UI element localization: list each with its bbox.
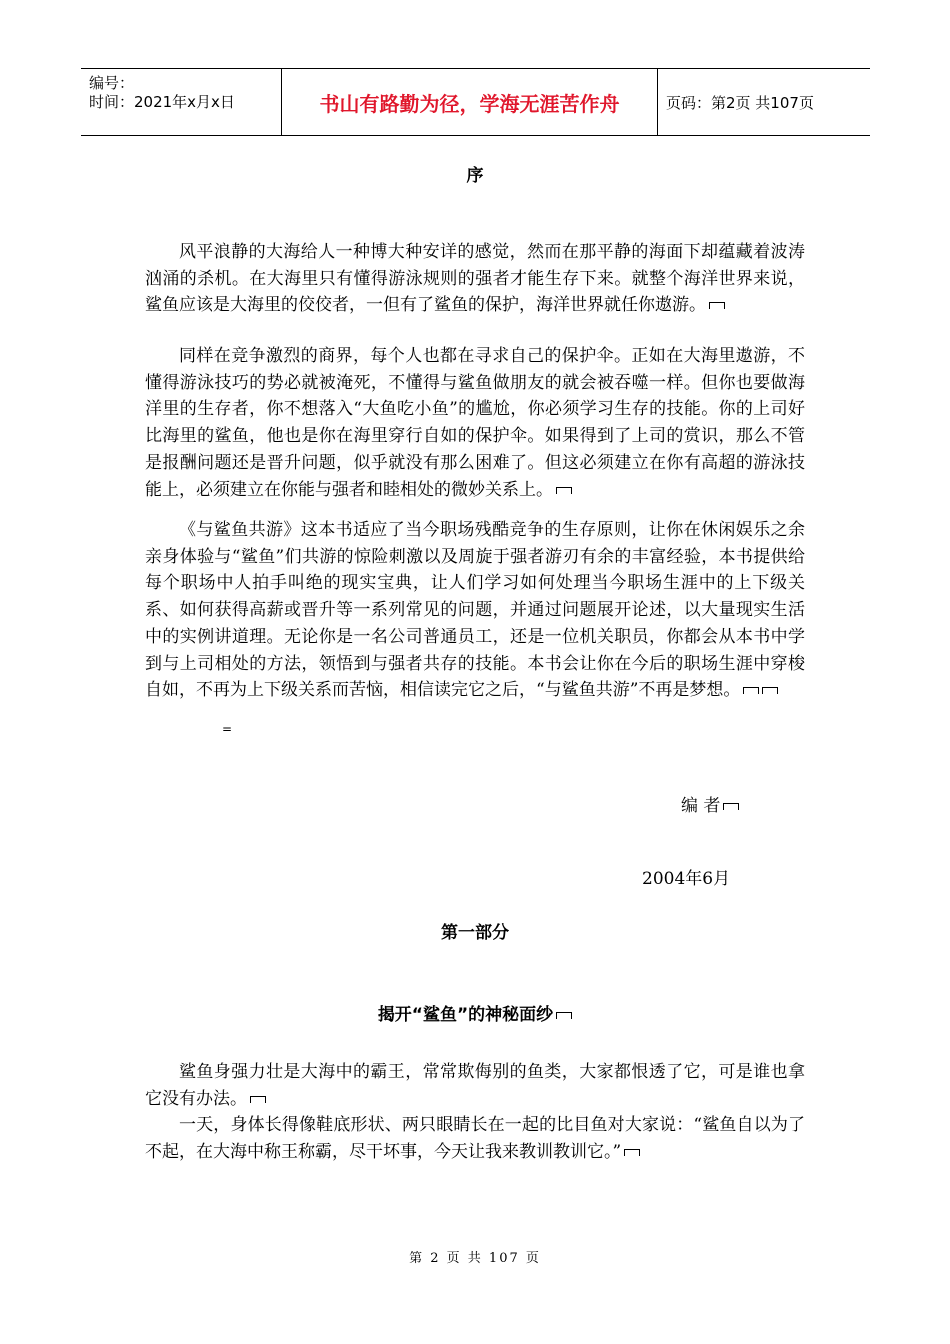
- paragraph-mark-icon: [743, 687, 759, 694]
- part-title: 第一部分: [441, 923, 509, 943]
- page-footer: 第 2 页 共 107 页: [409, 1251, 541, 1266]
- document-header: [81, 68, 870, 136]
- paragraph-mark-icon: [709, 302, 725, 309]
- preface-date: 2004年6月: [642, 869, 731, 889]
- header-motto: 书山有路勤为径，学海无涯苦作舟: [282, 69, 658, 135]
- small-mark: =: [222, 722, 233, 736]
- chapter-paragraph-2: 一天，身体长得像鞋底形状、两只眼睛长在一起的比目鱼对大家说：“鲨鱼自以为了不起，在大海中称王称霸，尽干坏事，今天让我来教训教训它。”: [145, 1115, 805, 1162]
- chapter-paragraph-1: 鲨鱼身强力壮是大海中的霸王，常常欺侮别的鱼类，大家都恨透了它，可是谁也拿它没有办法。: [145, 1062, 805, 1109]
- editor-signature: 编 者: [681, 791, 739, 816]
- paragraph-mark-icon: [250, 1096, 266, 1103]
- header-number: 编号：: [89, 74, 135, 92]
- paragraph-mark-icon: [556, 487, 572, 494]
- paragraph-mark-icon: [556, 1012, 572, 1019]
- paragraph-mark-icon: [624, 1149, 640, 1156]
- preface-paragraph-3: 《与鲨鱼共游》这本书适应了当今职场残酷竞争的生存原则，让你在休闲娱乐之余亲身体验与“鲨鱼”们共游的惊险刺激以及周旋于强者游刃有余的丰富经验，本书提供给每个职场中人拍手叫绝的现实宝典，让人们学习如何处理当今职场生涯中的上下级关系、如何获得高薪或晋升等一系列常见的问题，并通过问题展开论述，以大量现实生活中的实例讲道理。无论你是一名公司普通员工，还是一位机关职员，你都会从本书中学到与上司相处的方法，领悟到与强者共存的技能。本书会让你在今后的职场生涯中穿梭自如，不再为上下级关系而苦恼，相信读完它之后，“与鲨鱼共游”不再是梦想。: [145, 520, 805, 701]
- header-time: 时间：2021年x月x日: [89, 93, 235, 111]
- header-page-number: 页码：第2页 共107页: [666, 93, 814, 112]
- paragraph-mark-icon: [762, 687, 778, 694]
- preface-paragraph-1: 风平浪静的大海给人一种博大种安详的感觉，然而在那平静的海面下却蕴藏着波涛汹涌的杀机。在大海里只有懂得游泳规则的强者才能生存下来。就整个海洋世界来说，鲨鱼应该是大海里的佼佼者，一但有了鲨鱼的保护，海洋世界就任你遨游。: [145, 242, 805, 316]
- paragraph-mark-icon: [723, 803, 739, 810]
- chapter-title: 揭开“鲨鱼”的神秘面纱: [0, 1000, 950, 1025]
- preface-paragraph-2: 同样在竞争激烈的商界，每个人也都在寻求自己的保护伞。正如在大海里遨游，不懂得游泳技巧的势必就被淹死，不懂得与鲨鱼做朋友的就会被吞噬一样。但你也要做海洋里的生存者，你不想落入“大鱼吃小鱼”的尴尬，你必须学习生存的技能。你的上司好比海里的鲨鱼，他也是你在海里穿行自如的保护伞。如果得到了上司的赏识，那么不管是报酬问题还是晋升问题，似乎就没有那么困难了。但这必须建立在你有高超的游泳技能上，必须建立在你能与强者和睦相处的微妙关系上。: [145, 346, 805, 500]
- preface-title: 序: [466, 166, 484, 186]
- header-meta-cell: [81, 69, 282, 135]
